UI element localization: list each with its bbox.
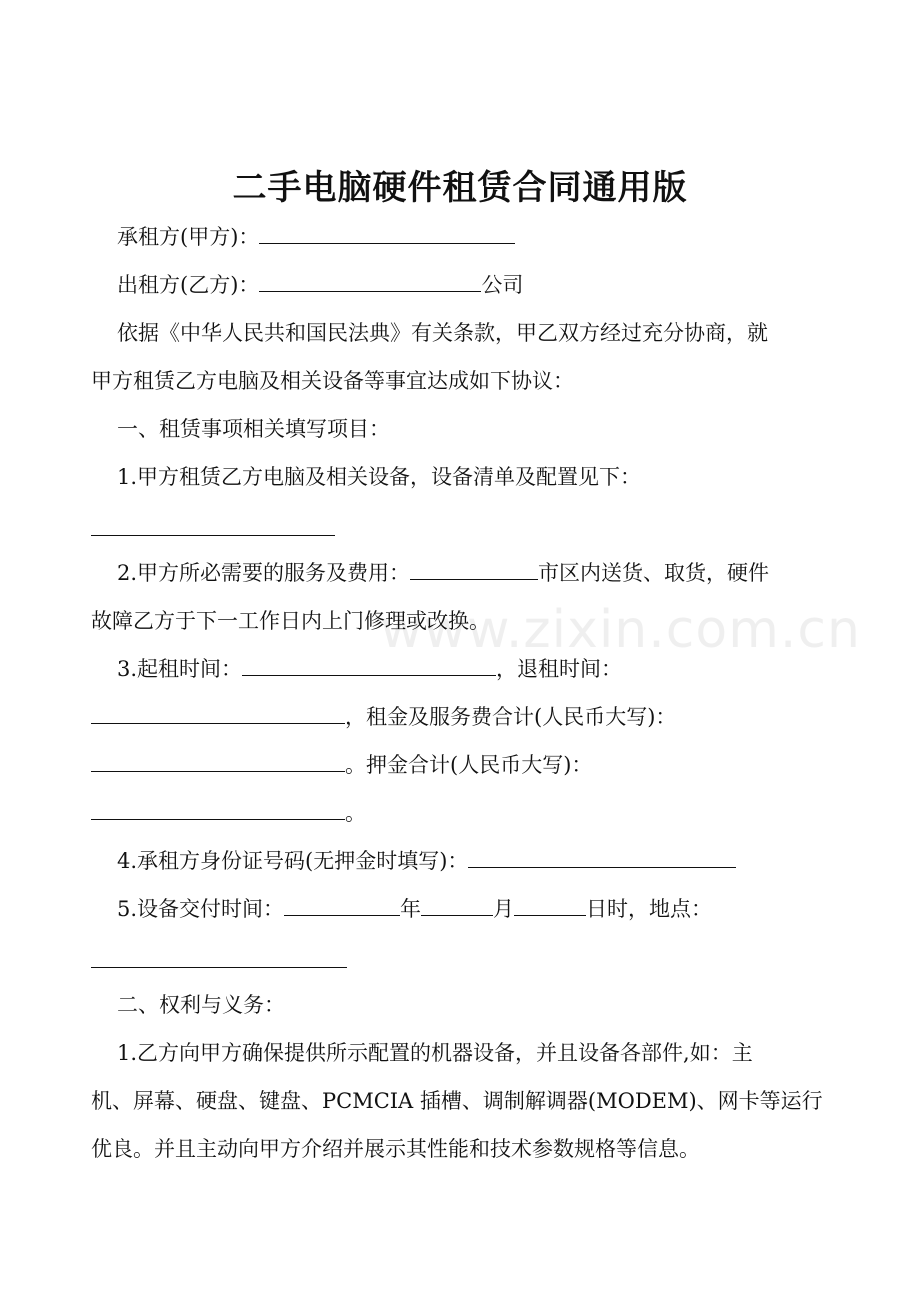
lessee-blank[interactable] <box>259 223 515 244</box>
item-2-label: 2.甲方所必需要的服务及费用： <box>117 561 411 585</box>
lessee-line <box>117 222 857 252</box>
item-4 <box>117 846 857 876</box>
section-2-heading: 二、权利与义务： <box>117 993 285 1017</box>
start-time-blank[interactable] <box>242 655 496 676</box>
right-1-line-1: 1.乙方向甲方确保提供所示配置的机器设备，并且设备各部件,如：主 <box>117 1041 753 1065</box>
id-number-blank[interactable] <box>468 847 736 868</box>
id-number-label: 4.承租方身份证号码(无押金时填写)： <box>117 849 469 873</box>
year-label: 年 <box>400 897 422 921</box>
lessor-line <box>117 270 857 300</box>
location-blank[interactable] <box>91 967 347 968</box>
item-3-line-3 <box>91 750 831 780</box>
lessor-label: 出租方(乙方)： <box>117 273 260 297</box>
item-2-blank[interactable] <box>410 559 538 580</box>
document-title: 二手电脑硬件租赁合同通用版 <box>232 168 688 208</box>
month-label: 月 <box>493 897 515 921</box>
item-1-blank[interactable] <box>91 535 335 536</box>
rent-total-label: ，租金及服务费合计(人民币大写)： <box>345 705 677 729</box>
item-2-text: 市区内送货、取货，硬件 <box>538 561 770 585</box>
item-1: 1.甲方租赁乙方电脑及相关设备，设备清单及配置见下： <box>117 465 642 489</box>
right-1-line-2: 机、屏幕、硬盘、键盘、PCMCIA 插槽、调制解调器(MODEM)、网卡等运行 <box>91 1089 823 1113</box>
item-2-line-1 <box>117 558 857 588</box>
end-time-label: ，退租时间： <box>496 657 623 681</box>
lessee-label: 承租方(甲方)： <box>117 225 260 249</box>
item-3-line-1 <box>117 654 857 684</box>
item-3-line-4 <box>91 798 831 828</box>
delivery-year-blank[interactable] <box>284 895 400 916</box>
delivery-month-blank[interactable] <box>421 895 493 916</box>
intro-line-2: 甲方租赁乙方电脑及相关设备等事宜达成如下协议： <box>91 369 574 393</box>
start-time-label: 3.起租时间： <box>117 657 243 681</box>
watermark: www.zixin.com.cn <box>380 600 861 660</box>
item-2-line-2: 故障乙方于下一工作日内上门修理或改换。 <box>91 609 490 633</box>
delivery-day-blank[interactable] <box>514 895 586 916</box>
rent-total-blank[interactable] <box>91 751 345 772</box>
lessor-suffix: 公司 <box>481 273 524 297</box>
item-3-line-2 <box>91 702 831 732</box>
right-1-line-3: 优良。并且主动向甲方介绍并展示其性能和技术参数规格等信息。 <box>91 1137 700 1161</box>
item-5 <box>117 894 857 924</box>
delivery-time-label: 5.设备交付时间： <box>117 897 285 921</box>
intro-line-1: 依据《中华人民共和国民法典》有关条款，甲乙双方经过充分协商，就 <box>117 321 768 345</box>
section-1-heading: 一、租赁事项相关填写项目： <box>117 417 390 441</box>
day-location-label: 日时，地点： <box>586 897 713 921</box>
end-time-blank[interactable] <box>91 703 345 724</box>
deposit-label: 。押金合计(人民币大写)： <box>345 753 593 777</box>
lessor-blank[interactable] <box>259 271 481 292</box>
item-3-end: 。 <box>345 801 366 825</box>
deposit-blank[interactable] <box>91 799 345 820</box>
